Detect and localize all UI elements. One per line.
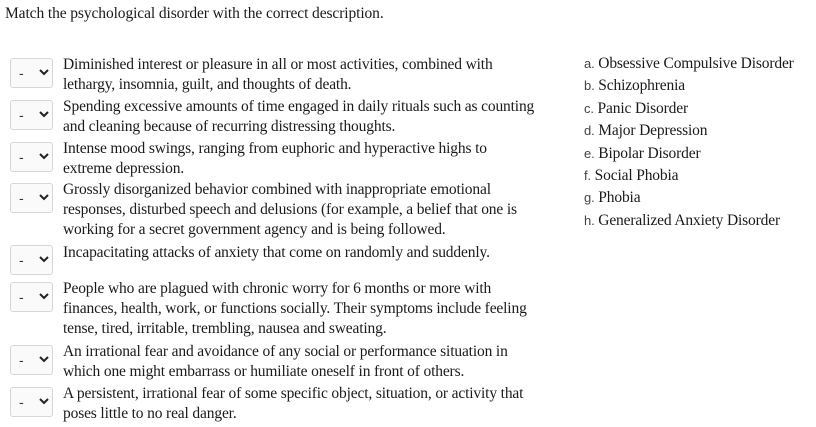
question-text-3: Intense mood swings, ranging from euphoric and hyperactive highs to extreme depression.: [63, 140, 487, 177]
option-g: [584, 187, 816, 209]
answer-select-6[interactable]: [10, 282, 53, 312]
option-letter: a.: [584, 56, 595, 71]
select-value: -: [19, 190, 24, 206]
answer-select-2[interactable]: [10, 100, 53, 130]
option-letter: g.: [584, 190, 595, 206]
option-letter: b.: [584, 78, 595, 94]
option-letter: e.: [584, 145, 595, 161]
select-value: -: [19, 394, 24, 410]
option-label: Obsessive Compulsive Disorder: [598, 55, 794, 72]
chevron-down-icon: [38, 150, 50, 162]
option-c: [584, 98, 816, 120]
option-letter: f.: [584, 168, 591, 184]
answer-select-7[interactable]: [10, 345, 53, 375]
option-h: [584, 210, 816, 232]
option-label: Major Depression: [598, 122, 708, 140]
question-text-1: Diminished interest or pleasure in all or most activities, combined with lethargy, insomnia, guilt, and thoughts of death.: [63, 56, 493, 93]
chevron-down-icon: [38, 66, 50, 78]
option-a: [584, 53, 816, 75]
answer-select-3[interactable]: [10, 142, 53, 172]
option-label: Bipolar Disorder: [598, 144, 701, 162]
option-label: Schizophrenia: [598, 77, 685, 95]
select-value: -: [19, 352, 24, 368]
answer-select-4[interactable]: [10, 183, 53, 213]
option-label: Social Phobia: [594, 167, 679, 185]
question-text-8: A persistent, irrational fear of some specific object, situation, or activity that poses little to no real danger.: [63, 385, 524, 422]
chevron-down-icon: [38, 108, 50, 120]
option-letter: h.: [584, 212, 595, 228]
option-letter: c.: [584, 100, 594, 116]
select-value: -: [19, 149, 24, 165]
option-label: Panic Disorder: [597, 99, 688, 117]
question-text-4: Grossly disorganized behavior combined with inappropriate emotional responses, disturbed speech and delusions (for example, a belief that one is working for a secret government agency and is being followed.: [63, 181, 517, 238]
option-e: [584, 143, 816, 165]
instruction-text: Match the psychological disorder with the correct description.: [5, 5, 384, 22]
chevron-down-icon: [38, 253, 50, 265]
option-letter: d.: [584, 123, 595, 139]
option-d: [584, 120, 816, 142]
option-f: [584, 165, 816, 187]
answer-select-8[interactable]: [10, 387, 53, 417]
select-value: -: [19, 252, 24, 268]
answer-select-1[interactable]: [10, 58, 53, 88]
answer-options-list: [584, 53, 816, 232]
chevron-down-icon: [38, 191, 50, 203]
option-label: Phobia: [598, 189, 641, 207]
chevron-down-icon: [38, 395, 50, 407]
chevron-down-icon: [38, 290, 50, 302]
answer-select-5[interactable]: [10, 245, 53, 275]
select-value: -: [19, 107, 24, 123]
select-value: -: [19, 65, 24, 81]
option-b: [584, 75, 816, 97]
question-text-2: Spending excessive amounts of time engaged in daily rituals such as counting and cleaning because of recurring distressing thoughts.: [63, 98, 535, 135]
chevron-down-icon: [38, 353, 50, 365]
question-text-7: An irrational fear and avoidance of any social or performance situation in which one might embarrass or humiliate oneself in front of others.: [63, 343, 508, 380]
question-text-5: Incapacitating attacks of anxiety that come on randomly and suddenly.: [63, 244, 490, 261]
question-text-6: People who are plagued with chronic worry for 6 months or more with finances, health, work, or functions socially. Their symptoms include feeling tense, tired, irritable, trembling, nausea and sweating.: [63, 280, 527, 337]
option-label: Generalized Anxiety Disorder: [598, 211, 781, 229]
select-value: -: [19, 289, 24, 305]
